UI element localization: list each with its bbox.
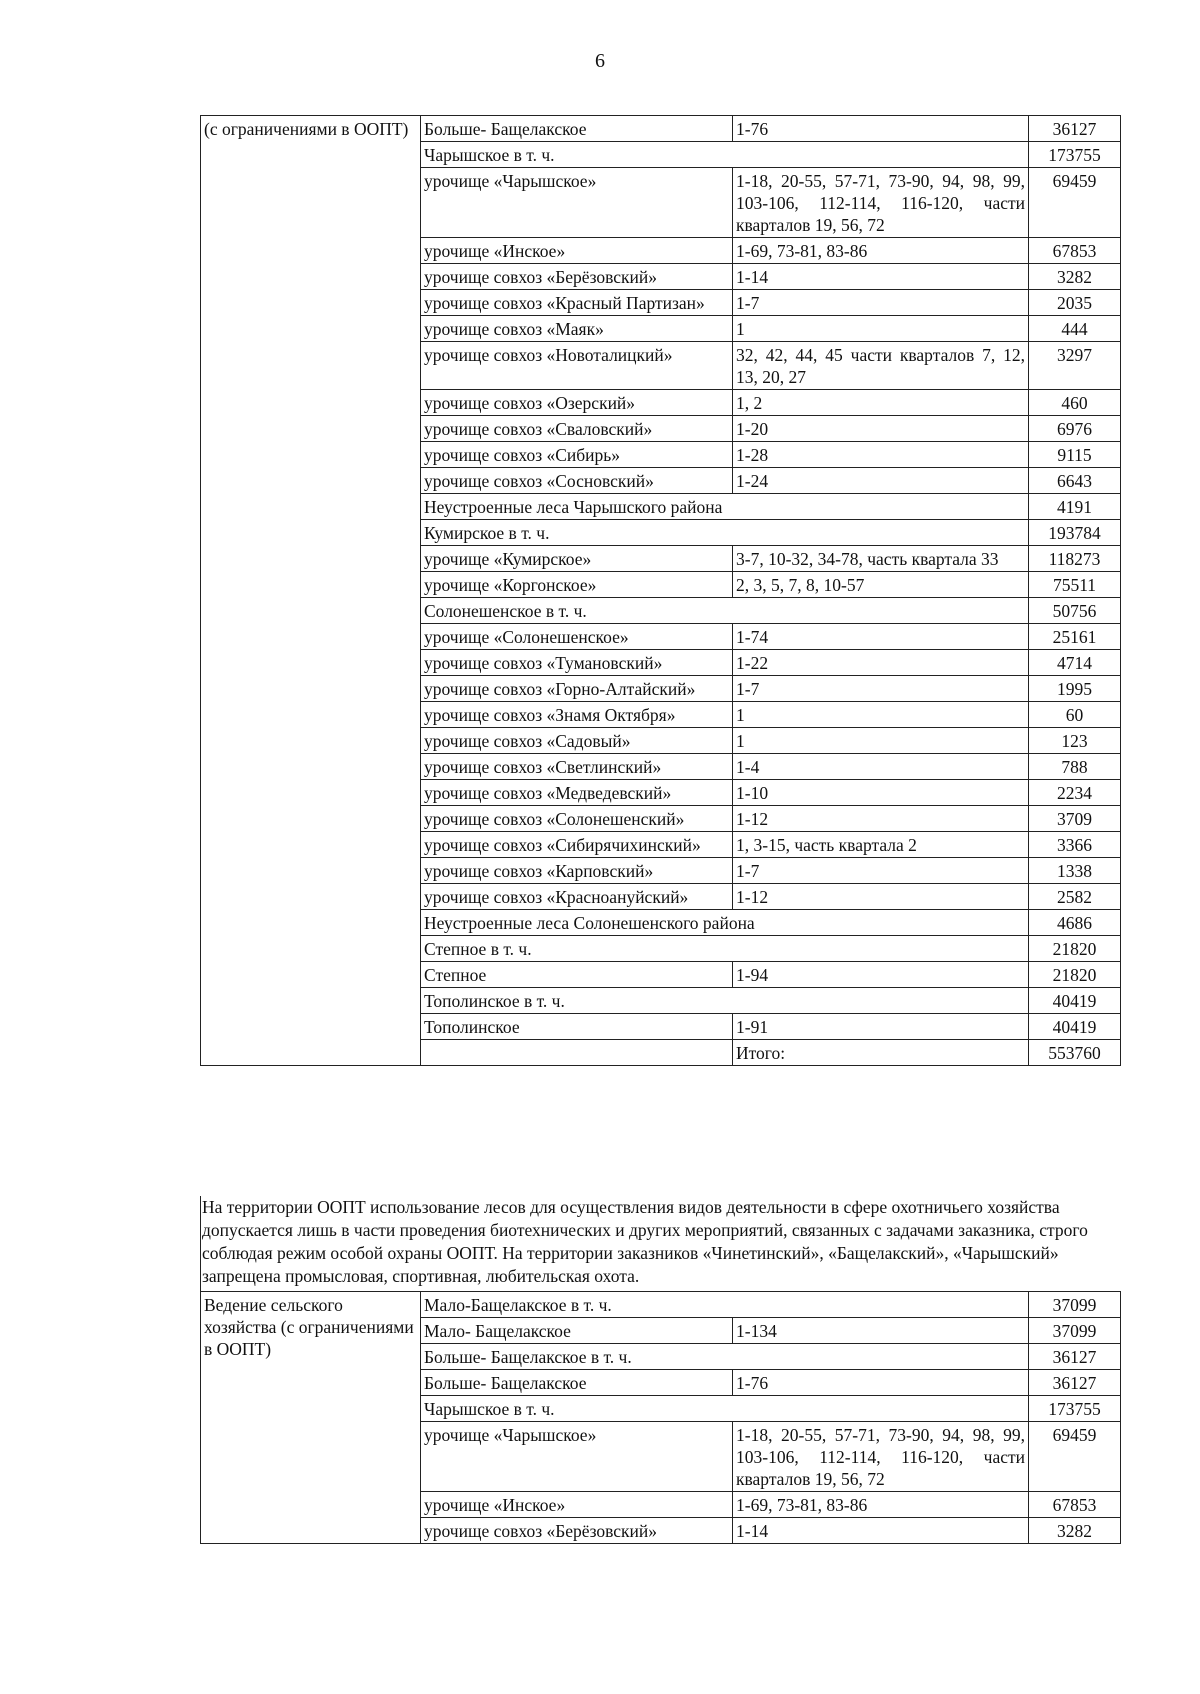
- forest-name-cell: Тополинское: [421, 1014, 733, 1040]
- quarters-cell: 1-18, 20-55, 57-71, 73-90, 94, 98, 99, 103-106, 112-114, 116-120, части кварталов 19, 56, 72: [733, 1422, 1029, 1492]
- quarters-cell: 1-134: [733, 1318, 1029, 1344]
- forest-name-cell: урочище совхоз «Сибирь»: [421, 442, 733, 468]
- quarters-cell: 1-14: [733, 1518, 1029, 1544]
- area-cell: 788: [1029, 754, 1121, 780]
- area-cell: 173755: [1029, 142, 1121, 168]
- quarters-cell: 1-91: [733, 1014, 1029, 1040]
- area-cell: 3709: [1029, 806, 1121, 832]
- forest-table-section-2: [200, 1291, 1121, 1544]
- forest-name-cell: урочище совхоз «Сваловский»: [421, 416, 733, 442]
- forest-name-cell: урочище совхоз «Сибирячихинский»: [421, 832, 733, 858]
- forest-name-cell: Кумирское в т. ч.: [421, 520, 1029, 546]
- forest-name-cell: урочище совхоз «Медведевский»: [421, 780, 733, 806]
- quarters-cell: 1, 3-15, часть квартала 2: [733, 832, 1029, 858]
- area-cell: 4686: [1029, 910, 1121, 936]
- forest-name-cell: урочище совхоз «Маяк»: [421, 316, 733, 342]
- area-cell: 2234: [1029, 780, 1121, 806]
- area-cell: 2035: [1029, 290, 1121, 316]
- quarters-cell: 1: [733, 728, 1029, 754]
- area-cell: 36127: [1029, 1344, 1121, 1370]
- area-cell: 2582: [1029, 884, 1121, 910]
- forest-name-cell: Чарышское в т. ч.: [421, 1396, 1029, 1422]
- area-cell: 460: [1029, 390, 1121, 416]
- forest-name-cell: урочище совхоз «Новоталицкий»: [421, 342, 733, 390]
- quarters-cell: 1-76: [733, 116, 1029, 142]
- quarters-cell: 1-20: [733, 416, 1029, 442]
- area-cell: 21820: [1029, 962, 1121, 988]
- forest-name-cell: урочище совхоз «Сосновский»: [421, 468, 733, 494]
- forest-name-cell: урочище «Солонешенское»: [421, 624, 733, 650]
- area-cell: 36127: [1029, 1370, 1121, 1396]
- forest-name-cell: Чарышское в т. ч.: [421, 142, 1029, 168]
- category-cell: Ведение сельского хозяйства (с ограничениями в ООПТ): [201, 1292, 421, 1544]
- area-cell: 67853: [1029, 238, 1121, 264]
- quarters-cell: 1-7: [733, 290, 1029, 316]
- quarters-cell: 1-22: [733, 650, 1029, 676]
- area-cell: 123: [1029, 728, 1121, 754]
- forest-name-cell: [421, 1040, 733, 1066]
- quarters-cell: Итого:: [733, 1040, 1029, 1066]
- area-cell: 50756: [1029, 598, 1121, 624]
- quarters-cell: 1-94: [733, 962, 1029, 988]
- area-cell: 6643: [1029, 468, 1121, 494]
- quarters-cell: 1-12: [733, 884, 1029, 910]
- forest-name-cell: урочище совхоз «Берёзовский»: [421, 1518, 733, 1544]
- quarters-cell: 1-7: [733, 676, 1029, 702]
- quarters-cell: 1-7: [733, 858, 1029, 884]
- forest-name-cell: Степное в т. ч.: [421, 936, 1029, 962]
- forest-name-cell: Неустроенные леса Чарышского района: [421, 494, 1029, 520]
- area-cell: 25161: [1029, 624, 1121, 650]
- forest-name-cell: урочище совхоз «Красный Партизан»: [421, 290, 733, 316]
- area-cell: 118273: [1029, 546, 1121, 572]
- quarters-cell: 1-14: [733, 264, 1029, 290]
- forest-name-cell: урочище совхоз «Горно-Алтайский»: [421, 676, 733, 702]
- quarters-cell: 1-18, 20-55, 57-71, 73-90, 94, 98, 99, 103-106, 112-114, 116-120, части кварталов 19, 56, 72: [733, 168, 1029, 238]
- area-cell: 3282: [1029, 264, 1121, 290]
- area-cell: 1338: [1029, 858, 1121, 884]
- area-cell: 40419: [1029, 1014, 1121, 1040]
- forest-name-cell: Больше- Бащелакское: [421, 116, 733, 142]
- table-row: [201, 116, 1121, 142]
- forest-name-cell: урочище совхоз «Светлинский»: [421, 754, 733, 780]
- area-cell: 444: [1029, 316, 1121, 342]
- forest-name-cell: урочище совхоз «Озерский»: [421, 390, 733, 416]
- area-cell: 173755: [1029, 1396, 1121, 1422]
- forest-name-cell: урочище совхоз «Солонешенский»: [421, 806, 733, 832]
- forest-name-cell: Больше- Бащелакское: [421, 1370, 733, 1396]
- forest-name-cell: урочище совхоз «Красноануйский»: [421, 884, 733, 910]
- forest-name-cell: урочище совхоз «Знамя Октября»: [421, 702, 733, 728]
- forest-name-cell: урочище совхоз «Карповский»: [421, 858, 733, 884]
- area-cell: 193784: [1029, 520, 1121, 546]
- quarters-cell: 1: [733, 316, 1029, 342]
- quarters-cell: 3-7, 10-32, 34-78, часть квартала 33: [733, 546, 1029, 572]
- quarters-cell: 1-10: [733, 780, 1029, 806]
- forest-table-section-1: [200, 115, 1121, 1066]
- area-cell: 67853: [1029, 1492, 1121, 1518]
- page-number: 6: [595, 50, 605, 72]
- quarters-cell: 32, 42, 44, 45 части кварталов 7, 12, 13, 20, 27: [733, 342, 1029, 390]
- area-cell: 4191: [1029, 494, 1121, 520]
- area-cell: 21820: [1029, 936, 1121, 962]
- area-cell: 553760: [1029, 1040, 1121, 1066]
- area-cell: 37099: [1029, 1318, 1121, 1344]
- area-cell: 69459: [1029, 1422, 1121, 1492]
- quarters-cell: 1-12: [733, 806, 1029, 832]
- quarters-cell: 1-76: [733, 1370, 1029, 1396]
- forest-name-cell: урочище «Инское»: [421, 238, 733, 264]
- forest-name-cell: Мало- Бащелакское: [421, 1318, 733, 1344]
- category-cell: (с ограничениями в ООПТ): [201, 116, 421, 1066]
- forest-name-cell: урочище «Инское»: [421, 1492, 733, 1518]
- area-cell: 37099: [1029, 1292, 1121, 1318]
- area-cell: 69459: [1029, 168, 1121, 238]
- forest-name-cell: Степное: [421, 962, 733, 988]
- forest-name-cell: урочище совхоз «Садовый»: [421, 728, 733, 754]
- quarters-cell: 1-74: [733, 624, 1029, 650]
- area-cell: 3366: [1029, 832, 1121, 858]
- forest-name-cell: урочище совхоз «Тумановский»: [421, 650, 733, 676]
- area-cell: 75511: [1029, 572, 1121, 598]
- quarters-cell: 1-69, 73-81, 83-86: [733, 1492, 1029, 1518]
- area-cell: 6976: [1029, 416, 1121, 442]
- forest-name-cell: Солонешенское в т. ч.: [421, 598, 1029, 624]
- quarters-cell: 1, 2: [733, 390, 1029, 416]
- area-cell: 1995: [1029, 676, 1121, 702]
- forest-name-cell: Тополинское в т. ч.: [421, 988, 1029, 1014]
- forest-name-cell: урочище «Коргонское»: [421, 572, 733, 598]
- forest-name-cell: Неустроенные леса Солонешенского района: [421, 910, 1029, 936]
- area-cell: 4714: [1029, 650, 1121, 676]
- quarters-cell: 1-24: [733, 468, 1029, 494]
- area-cell: 3282: [1029, 1518, 1121, 1544]
- forest-name-cell: урочище «Кумирское»: [421, 546, 733, 572]
- area-cell: 60: [1029, 702, 1121, 728]
- quarters-cell: 2, 3, 5, 7, 8, 10-57: [733, 572, 1029, 598]
- area-cell: 36127: [1029, 116, 1121, 142]
- area-cell: 9115: [1029, 442, 1121, 468]
- forest-name-cell: Больше- Бащелакское в т. ч.: [421, 1344, 1029, 1370]
- area-cell: 3297: [1029, 342, 1121, 390]
- quarters-cell: 1: [733, 702, 1029, 728]
- forest-name-cell: урочище «Чарышское»: [421, 1422, 733, 1492]
- quarters-cell: 1-69, 73-81, 83-86: [733, 238, 1029, 264]
- forest-name-cell: урочище совхоз «Берёзовский»: [421, 264, 733, 290]
- forest-name-cell: Мало-Бащелакское в т. ч.: [421, 1292, 1029, 1318]
- table-row: [201, 1292, 1121, 1318]
- hunting-note: На территории ООПТ использование лесов для осуществления видов деятельности в сфере охотничьего хозяйства допускается лишь в части проведения биотехнических и других мероприятий, связанных с задачами заказника, строго соблюдая режим особой охраны ООПТ. На территории заказников «Чинетинский», «Бащелакский», «Чарышский» запрещена промысловая, спортивная, любительская охота.: [202, 1197, 1088, 1286]
- quarters-cell: 1-4: [733, 754, 1029, 780]
- area-cell: 40419: [1029, 988, 1121, 1014]
- forest-name-cell: урочище «Чарышское»: [421, 168, 733, 238]
- quarters-cell: 1-28: [733, 442, 1029, 468]
